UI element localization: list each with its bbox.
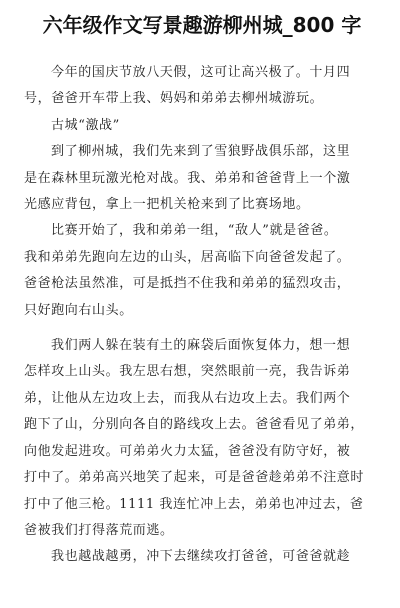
essay-line: 跑下了山，分别向各自的路线攻上去。爸爸看见了弟弟， bbox=[24, 417, 365, 433]
document-title: 六年级作文写景趣游柳州城_800 字 bbox=[42, 13, 362, 37]
essay-line: 弟，让他从左边攻上去，而我从右边攻上去。我们两个 bbox=[24, 390, 351, 406]
essay-line: 比赛开始了，我和弟弟一组，“敌人”就是爸爸。 bbox=[51, 223, 338, 239]
paragraph-gap bbox=[24, 324, 380, 333]
essay-line: 号，爸爸开车带上我、妈妈和弟弟去柳州城游玩。 bbox=[24, 91, 324, 107]
essay-line: 我们两人躲在装有土的麻袋后面恢复体力，想一想 bbox=[51, 338, 351, 354]
essay-line: 打中了他三枪。1111 我连忙冲上去，弟弟也冲过去，爸 bbox=[24, 496, 364, 512]
essay-body bbox=[24, 60, 380, 571]
essay-line: 打中了。弟弟高兴地笑了起来，可是爸爸趁弟弟不注意时 bbox=[24, 470, 365, 486]
essay-line: 是在森林里玩激光枪对战。我、弟弟和爸爸背上一个激 bbox=[24, 170, 351, 186]
essay-line: 怎样攻上山头。我左思右想，突然眼前一亮，我告诉弟 bbox=[24, 364, 351, 380]
essay-line: 向他发起进攻。可弟弟火力太猛，爸爸没有防守好，被 bbox=[24, 443, 351, 459]
essay-line: 我也越战越勇，冲下去继续攻打爸爸，可爸爸就趁 bbox=[51, 549, 351, 565]
essay-line: 爸爸枪法虽然准，可是抵挡不住我和弟弟的猛烈攻击， bbox=[24, 276, 351, 292]
essay-line: 光感应背包，拿上一把机关枪来到了比赛场地。 bbox=[24, 197, 310, 213]
essay-line: 爸被我们打得落荒而逃。 bbox=[24, 522, 174, 538]
essay-line: 今年的国庆节放八天假，这可让高兴极了。十月四 bbox=[51, 65, 351, 80]
essay-line: 到了柳州城，我们先来到了雪狼野战俱乐部，这里 bbox=[51, 144, 351, 160]
essay-line: 只好跑向右山头。 bbox=[24, 302, 133, 318]
section-heading: 古城“激战” bbox=[51, 117, 120, 133]
essay-line: 我和弟弟先跑向左边的山头，居高临下向爸爸发起了。 bbox=[24, 249, 351, 265]
